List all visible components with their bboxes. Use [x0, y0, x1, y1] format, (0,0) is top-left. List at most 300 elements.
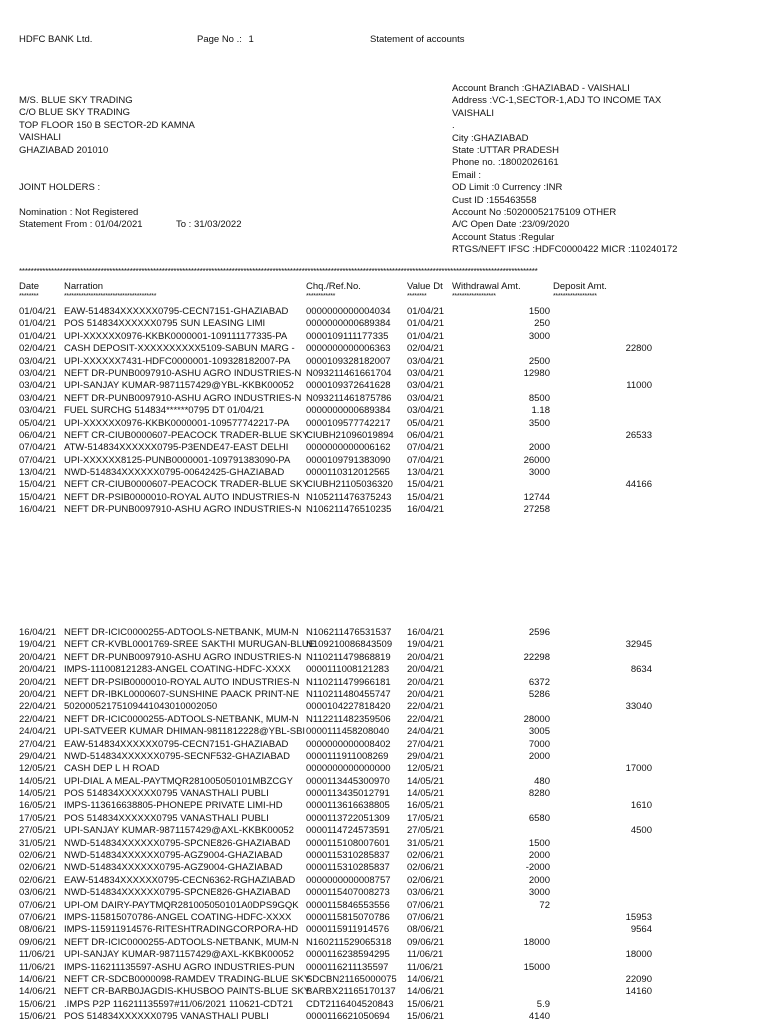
- customer-line: C/O BLUE SKY TRADING: [19, 107, 131, 119]
- account-open-date: A/C Open Date :23/09/2020: [452, 219, 570, 231]
- txn-withdrawal: 7000: [528, 738, 550, 750]
- txn-date: 14/05/21: [19, 788, 56, 800]
- txn-deposit: 33040: [625, 701, 652, 713]
- txn-withdrawal: 2000: [528, 874, 550, 886]
- customer-line: TOP FLOOR 150 B SECTOR-2D KAMNA: [19, 119, 195, 131]
- txn-ref: 0000115407008273: [306, 887, 390, 899]
- txn-date: 15/04/21: [19, 479, 56, 491]
- table-row: [0, 850, 768, 862]
- customer-id: Cust ID :155463558: [452, 194, 537, 206]
- txn-value-date: 22/04/21: [407, 701, 444, 713]
- txn-ref: N110211479966181: [306, 676, 391, 688]
- txn-withdrawal: 2000: [528, 442, 550, 454]
- txn-date: 15/06/21: [19, 1011, 56, 1023]
- table-row: [0, 776, 768, 788]
- table-row: [0, 492, 768, 504]
- txn-ref: SDCBN21165000075: [306, 973, 397, 985]
- txn-ref: N106211476510235: [306, 504, 392, 516]
- txn-deposit: 14160: [625, 986, 652, 998]
- txn-ref: N110211480455747: [306, 688, 391, 700]
- table-row: [0, 306, 768, 318]
- txn-withdrawal: 22298: [523, 651, 550, 663]
- txn-ref: 0000113435012791: [306, 788, 390, 800]
- txn-narration: 50200052175109441043010002050: [64, 701, 218, 713]
- txn-ref: 0000115911914576: [306, 924, 390, 936]
- txn-withdrawal: 72: [539, 899, 550, 911]
- txn-date: 03/04/21: [19, 405, 56, 417]
- txn-value-date: 15/06/21: [407, 1011, 444, 1023]
- table-row: [0, 405, 768, 417]
- txn-value-date: 15/06/21: [407, 998, 444, 1010]
- txn-date: 24/04/21: [19, 726, 56, 738]
- txn-value-date: 02/04/21: [407, 343, 444, 355]
- joint-holders: JOINT HOLDERS :: [19, 182, 101, 193]
- transactions-table-1: [0, 306, 768, 517]
- txn-date: 03/04/21: [19, 367, 56, 379]
- txn-narration: CASH DEPOSIT-XXXXXXXXXX5109-SABUN MARG -: [64, 343, 295, 355]
- txn-withdrawal: 250: [534, 318, 550, 330]
- table-row: [0, 763, 768, 775]
- txn-narration: NEFT DR-ICIC0000255-ADTOOLS-NETBANK, MUM-N: [64, 936, 299, 948]
- txn-withdrawal: 480: [534, 775, 550, 787]
- txn-narration: POS 514834XXXXXX0795 VANASTHALI PUBLI: [64, 788, 269, 800]
- txn-narration: IMPS-115911914576-RITESHTRADINGCORPORA-HD: [64, 924, 299, 936]
- txn-narration: CASH DEP L H ROAD: [64, 763, 160, 775]
- txn-value-date: 14/05/21: [407, 775, 444, 787]
- table-row: [0, 924, 768, 936]
- txn-narration: NWD-514834XXXXXX0795-AGZ9004-GHAZIABAD: [64, 862, 283, 874]
- txn-ref: 0000000000008757: [306, 874, 391, 886]
- txn-withdrawal: 3000: [528, 887, 550, 899]
- txn-withdrawal: 2000: [528, 850, 550, 862]
- txn-ref: 0000000000006162: [306, 442, 391, 454]
- txn-date: 03/04/21: [19, 392, 56, 404]
- txn-ref: N093211461875786: [306, 392, 392, 404]
- txn-date: 16/04/21: [19, 504, 56, 516]
- txn-date: 09/06/21: [19, 936, 56, 948]
- table-row: [0, 912, 768, 924]
- txn-ref: 0000115310285837: [306, 862, 390, 874]
- account-branch: Account Branch :GHAZIABAD - VAISHALI: [452, 83, 630, 94]
- table-row: [0, 455, 768, 467]
- txn-withdrawal: 3000: [528, 330, 550, 342]
- txn-ref: 0000111008121283: [306, 664, 390, 676]
- txn-date: 20/04/21: [19, 676, 56, 688]
- txn-date: 15/06/21: [19, 998, 56, 1010]
- txn-narration: NEFT DR-PSIB0000010-ROYAL AUTO INDUSTRIES-N: [64, 676, 300, 688]
- branch-address: Address :VC-1,SECTOR-1,ADJ TO INCOME TAX: [452, 95, 662, 107]
- txn-narration: NWD-514834XXXXXX0795-SPCNE826-GHAZIABAD: [64, 837, 291, 849]
- txn-value-date: 11/06/21: [407, 961, 444, 973]
- txn-date: 29/04/21: [19, 750, 56, 762]
- column-underline: ************: [306, 293, 336, 300]
- column-underline: ******************: [553, 293, 597, 300]
- txn-withdrawal: 6372: [528, 676, 550, 688]
- customer-line: VAISHALI: [19, 132, 62, 144]
- txn-value-date: 07/04/21: [407, 442, 444, 454]
- table-row: [0, 639, 768, 651]
- txn-narration: NEFT DR-IBKL0000607-SUNSHINE PAACK PRINT-NE: [64, 688, 300, 700]
- table-row: [0, 479, 768, 491]
- txn-value-date: 01/04/21: [407, 306, 444, 317]
- txn-date: 13/04/21: [19, 467, 56, 479]
- txn-narration: NEFT CR-SDCB0000098-RAMDEV TRADING-BLUE SKY: [64, 973, 311, 985]
- txn-ref: N109210086843509: [306, 639, 393, 651]
- column-label: Date: [19, 281, 40, 292]
- txn-narration: IMPS-115815070786-ANGEL COATING-HDFC-XXXX: [64, 911, 292, 923]
- txn-date: 14/06/21: [19, 986, 56, 998]
- txn-value-date: 07/04/21: [407, 454, 444, 466]
- txn-ref: N160211529065318: [306, 936, 392, 948]
- txn-withdrawal: 3000: [528, 467, 550, 479]
- txn-withdrawal: 3500: [528, 417, 550, 429]
- txn-ref: CDT2116404520843: [306, 998, 394, 1010]
- txn-withdrawal: 6580: [528, 812, 550, 824]
- txn-withdrawal: 8500: [528, 392, 550, 404]
- account-details: [452, 83, 678, 257]
- column-underline: **************************************: [64, 293, 157, 300]
- table-row: [0, 937, 768, 949]
- txn-value-date: 03/06/21: [407, 887, 444, 899]
- txn-withdrawal: 2596: [528, 627, 550, 638]
- txn-narration: EAW-514834XXXXXX0795-CECN7151-GHAZIABAD: [64, 738, 289, 750]
- branch-address-line: .: [452, 120, 455, 132]
- column-header-value-date: [407, 281, 443, 301]
- txn-date: 27/05/21: [19, 825, 56, 837]
- table-row: [0, 751, 768, 763]
- txn-date: 02/06/21: [19, 874, 56, 886]
- txn-date: 12/05/21: [19, 763, 56, 775]
- txn-ref: N110211479868819: [306, 651, 391, 663]
- txn-value-date: 24/04/21: [407, 726, 444, 738]
- table-row: [0, 689, 768, 701]
- column-label: Value Dt: [407, 281, 443, 292]
- txn-withdrawal: 1500: [528, 837, 550, 849]
- txn-narration: POS 514834XXXXXX0795 SUN LEASING LIMI: [64, 318, 266, 330]
- txn-ref: 0000111911008269: [306, 750, 389, 762]
- table-row: [0, 726, 768, 738]
- txn-date: 19/04/21: [19, 639, 56, 651]
- txn-narration: NEFT CR-KVBL0001769-SREE SAKTHI MURUGAN-BLUE: [64, 639, 316, 651]
- txn-value-date: 01/04/21: [407, 330, 444, 342]
- txn-value-date: 17/05/21: [407, 812, 444, 824]
- txn-value-date: 20/04/21: [407, 651, 444, 663]
- txn-ref: N106211476531537: [306, 627, 392, 638]
- txn-deposit: 18000: [625, 949, 652, 961]
- txn-narration: ATW-514834XXXXXX0795-P3ENDE47-EAST DELHI: [64, 442, 289, 454]
- txn-date: 11/06/21: [19, 949, 56, 961]
- od-limit-currency: OD Limit :0 Currency :INR: [452, 182, 563, 194]
- txn-ref: BARBX21165170137: [306, 986, 396, 998]
- txn-date: 20/04/21: [19, 664, 56, 676]
- txn-narration: UPI-XXXXXX0976-KKBK0000001-109577742217-PA: [64, 417, 290, 429]
- table-row: [0, 664, 768, 676]
- ifsc-micr: RTGS/NEFT IFSC :HDFC0000422 MICR :110240172: [452, 244, 678, 256]
- txn-date: 27/04/21: [19, 738, 56, 750]
- txn-narration: NEFT DR-PUNB0097910-ASHU AGRO INDUSTRIES-N: [64, 651, 302, 663]
- txn-ref: 0000000000689384: [306, 318, 391, 330]
- txn-date: 02/04/21: [19, 343, 56, 355]
- table-row: [0, 825, 768, 837]
- column-label: Withdrawal Amt.: [452, 281, 521, 292]
- table-row: [0, 999, 768, 1011]
- table-row: [0, 1011, 768, 1023]
- txn-date: 20/04/21: [19, 651, 56, 663]
- table-row: [0, 627, 768, 639]
- statement-period: [19, 219, 242, 231]
- txn-narration: UPI-SANJAY KUMAR-9871157429@YBL-KKBK00052: [64, 380, 294, 392]
- txn-ref: 0000109372641628: [306, 380, 391, 392]
- txn-ref: 0000113445300970: [306, 775, 390, 787]
- txn-withdrawal: 2500: [528, 355, 550, 367]
- column-header-deposit: [553, 281, 607, 301]
- txn-narration: NEFT DR-PUNB0097910-ASHU AGRO INDUSTRIES-N: [64, 504, 302, 516]
- txn-date: 07/04/21: [19, 454, 56, 466]
- txn-ref: 0000000000689384: [306, 405, 391, 417]
- txn-value-date: 15/04/21: [407, 479, 444, 491]
- txn-value-date: 16/04/21: [407, 504, 444, 516]
- txn-value-date: 14/06/21: [407, 973, 444, 985]
- txn-value-date: 03/04/21: [407, 355, 444, 367]
- table-row: [0, 343, 768, 355]
- email: Email :: [452, 169, 482, 181]
- txn-withdrawal: -2000: [525, 862, 550, 874]
- txn-deposit: 8634: [630, 664, 652, 676]
- txn-date: 14/06/21: [19, 973, 56, 985]
- txn-ref: 0000113722051309: [306, 812, 390, 824]
- txn-narration: NWD-514834XXXXXX0795-00642425-GHAZIABAD: [64, 467, 285, 479]
- table-row: [0, 418, 768, 430]
- column-label: Chq./Ref.No.: [306, 281, 361, 292]
- txn-withdrawal: 2000: [528, 750, 550, 762]
- txn-deposit: 9564: [630, 924, 652, 936]
- txn-ref: 0000110312012565: [306, 467, 390, 479]
- txn-narration: POS 514834XXXXXX0795 VANASTHALI PUBLI: [64, 1011, 269, 1023]
- table-row: [0, 788, 768, 800]
- table-row: [0, 974, 768, 986]
- txn-date: 17/05/21: [19, 812, 56, 824]
- txn-deposit: 17000: [625, 763, 652, 775]
- txn-date: 14/05/21: [19, 775, 56, 787]
- bank-name: HDFC BANK Ltd.: [19, 34, 93, 45]
- txn-value-date: 16/04/21: [407, 627, 444, 638]
- nomination: Nomination : Not Registered: [19, 207, 139, 218]
- column-header-ref: [306, 281, 361, 301]
- page-number: [197, 34, 254, 45]
- txn-ref: 0000113616638805: [306, 800, 390, 812]
- table-row: [0, 875, 768, 887]
- transactions-table-2: [0, 627, 768, 1024]
- txn-withdrawal: 12980: [523, 367, 550, 379]
- txn-value-date: 19/04/21: [407, 639, 444, 651]
- customer-address: [19, 95, 195, 157]
- txn-deposit: 22090: [625, 973, 652, 985]
- txn-withdrawal: 1.18: [531, 405, 550, 417]
- txn-withdrawal: 12744: [523, 491, 550, 503]
- txn-withdrawal: 4140: [528, 1011, 550, 1023]
- table-row: [0, 887, 768, 899]
- table-row: [0, 813, 768, 825]
- txn-value-date: 12/05/21: [407, 763, 444, 775]
- txn-deposit: 22800: [625, 343, 652, 355]
- txn-narration: UPI-XXXXXX7431-HDFC0000001-109328182007-PA: [64, 355, 291, 367]
- txn-ref: 0000115108007601: [306, 837, 390, 849]
- txn-ref: 0000115846553556: [306, 899, 390, 911]
- txn-narration: NEFT DR-PUNB0097910-ASHU AGRO INDUSTRIES-N: [64, 367, 302, 379]
- branch-city: City :GHAZIABAD: [452, 132, 529, 144]
- txn-date: 16/05/21: [19, 800, 56, 812]
- table-row: [0, 331, 768, 343]
- txn-value-date: 02/06/21: [407, 850, 444, 862]
- page-value: 1: [248, 34, 254, 45]
- txn-value-date: 07/06/21: [407, 911, 444, 923]
- txn-value-date: 27/04/21: [407, 738, 444, 750]
- txn-date: 07/06/21: [19, 911, 56, 923]
- table-row: [0, 900, 768, 912]
- table-row: [0, 318, 768, 330]
- column-underline: ********: [407, 293, 427, 300]
- account-number: Account No :50200052175109 OTHER: [452, 207, 617, 219]
- txn-narration: UPI-DIAL A MEAL-PAYTMQR281005050101MBZCGY: [64, 775, 293, 787]
- txn-date: 15/04/21: [19, 491, 56, 503]
- txn-value-date: 02/06/21: [407, 862, 444, 874]
- txn-value-date: 27/05/21: [407, 825, 444, 837]
- txn-ref: 0000116211135597: [306, 961, 389, 973]
- column-label: Deposit Amt.: [553, 281, 607, 292]
- txn-value-date: 13/04/21: [407, 467, 444, 479]
- txn-narration: NEFT CR-CIUB0000607-PEACOCK TRADER-BLUE SKY: [64, 429, 309, 441]
- txn-date: 03/06/21: [19, 887, 56, 899]
- txn-ref: 0000116238594295: [306, 949, 390, 961]
- txn-date: 22/04/21: [19, 701, 56, 713]
- txn-value-date: 01/04/21: [407, 318, 444, 330]
- txn-value-date: 03/04/21: [407, 367, 444, 379]
- txn-narration: POS 514834XXXXXX0795 VANASTHALI PUBLI: [64, 812, 269, 824]
- table-row: [0, 701, 768, 713]
- table-row: [0, 962, 768, 974]
- txn-ref: N093211461661704: [306, 367, 392, 379]
- txn-value-date: 03/04/21: [407, 380, 444, 392]
- txn-withdrawal: 8280: [528, 788, 550, 800]
- statement-to: To : 31/03/2022: [176, 219, 242, 230]
- txn-ref: 0000104227818420: [306, 701, 391, 713]
- txn-narration: UPI-XXXXXX0976-KKBK0000001-109111177335-PA: [64, 330, 288, 342]
- txn-date: 02/06/21: [19, 862, 56, 874]
- txn-deposit: 11000: [626, 380, 652, 392]
- txn-date: 01/04/21: [19, 330, 56, 342]
- txn-value-date: 09/06/21: [407, 936, 444, 948]
- txn-withdrawal: 28000: [523, 713, 550, 725]
- txn-ref: 0000111458208040: [306, 726, 390, 738]
- txn-value-date: 06/04/21: [407, 429, 444, 441]
- txn-value-date: 08/06/21: [407, 924, 444, 936]
- txn-narration: FUEL SURCHG 514834******0795 DT 01/04/21: [64, 405, 265, 417]
- column-label: Narration: [64, 281, 104, 292]
- table-row: [0, 739, 768, 751]
- txn-withdrawal: 27258: [523, 504, 550, 516]
- table-row: [0, 986, 768, 998]
- txn-value-date: 29/04/21: [407, 750, 444, 762]
- txn-value-date: 20/04/21: [407, 688, 444, 700]
- table-row: [0, 504, 768, 516]
- txn-narration: EAW-514834XXXXXX0795-CECN6362-RGHAZIABAD: [64, 874, 296, 886]
- txn-value-date: 07/06/21: [407, 899, 444, 911]
- customer-line: GHAZIABAD 201010: [19, 144, 109, 156]
- txn-value-date: 14/05/21: [407, 788, 444, 800]
- txn-value-date: 15/04/21: [407, 491, 444, 503]
- txn-ref: 0000000000008402: [306, 738, 391, 750]
- txn-ref: 0000115310285837: [306, 850, 390, 862]
- column-header-withdrawal: [452, 281, 521, 301]
- column-underline: ********: [19, 293, 39, 300]
- txn-value-date: 22/04/21: [407, 713, 444, 725]
- txn-value-date: 11/06/21: [407, 949, 444, 961]
- table-row: [0, 368, 768, 380]
- txn-value-date: 31/05/21: [407, 837, 444, 849]
- table-row: [0, 677, 768, 689]
- txn-narration: IMPS-111008121283-ANGEL COATING-HDFC-XXXX: [64, 664, 291, 676]
- txn-withdrawal: 26000: [523, 454, 550, 466]
- table-row: [0, 430, 768, 442]
- table-row: [0, 356, 768, 368]
- txn-value-date: 03/04/21: [407, 405, 444, 417]
- column-header-narration: [64, 281, 156, 301]
- table-row: [0, 442, 768, 454]
- txn-withdrawal: 1500: [528, 306, 550, 317]
- txn-narration: UPI-SANJAY KUMAR-9871157429@AXL-KKBK00052: [64, 949, 294, 961]
- phone-number: Phone no. :18002026161: [452, 157, 559, 169]
- table-row: [0, 862, 768, 874]
- txn-withdrawal: 18000: [523, 936, 550, 948]
- txn-deposit: 4500: [630, 825, 652, 837]
- txn-narration: NWD-514834XXXXXX0795-SPCNE826-GHAZIABAD: [64, 887, 291, 899]
- txn-narration: NEFT DR-ICIC0000255-ADTOOLS-NETBANK, MUM-N: [64, 627, 299, 638]
- txn-date: 05/04/21: [19, 417, 56, 429]
- txn-narration: NWD-514834XXXXXX0795-SECNF532-GHAZIABAD: [64, 750, 290, 762]
- txn-deposit: 32945: [625, 639, 652, 651]
- account-status: Account Status :Regular: [452, 231, 555, 243]
- txn-date: 16/04/21: [19, 627, 56, 638]
- txn-withdrawal: 3005: [528, 726, 550, 738]
- txn-withdrawal: 5.9: [536, 998, 550, 1010]
- txn-ref: 0000109577742217: [306, 417, 391, 429]
- txn-ref: 0000000000004034: [306, 306, 391, 317]
- txn-narration: .IMPS P2P 116211135597#11/06/2021 110621-CDT21: [64, 998, 294, 1010]
- txn-ref: 0000000000006363: [306, 343, 391, 355]
- table-row: [0, 800, 768, 812]
- txn-ref: 0000116621050694: [306, 1011, 390, 1023]
- txn-narration: NEFT CR-BARB0JAGDIS-KHUSBOO PAINTS-BLUE SKY: [64, 986, 311, 998]
- txn-ref: 0000114724573591: [306, 825, 390, 837]
- txn-date: 07/04/21: [19, 442, 56, 454]
- table-row: [0, 838, 768, 850]
- txn-value-date: 05/04/21: [407, 417, 444, 429]
- customer-line: M/S. BLUE SKY TRADING: [19, 95, 133, 106]
- table-row: [0, 393, 768, 405]
- txn-ref: CIUBH21096019894: [306, 429, 394, 441]
- txn-ref: N112211482359506: [306, 713, 391, 725]
- txn-value-date: 03/04/21: [407, 392, 444, 404]
- document-title: Statement of accounts: [370, 34, 465, 45]
- txn-narration: NEFT CR-CIUB0000607-PEACOCK TRADER-BLUE SKY: [64, 479, 309, 491]
- txn-ref: CIUBH21105036320: [306, 479, 393, 491]
- txn-narration: NEFT DR-ICIC0000255-ADTOOLS-NETBANK, MUM-N: [64, 713, 299, 725]
- txn-ref: 0000000000000000: [306, 763, 391, 775]
- table-row: [0, 467, 768, 479]
- txn-date: 06/04/21: [19, 429, 56, 441]
- txn-date: 03/04/21: [19, 380, 56, 392]
- txn-date: 01/04/21: [19, 306, 56, 317]
